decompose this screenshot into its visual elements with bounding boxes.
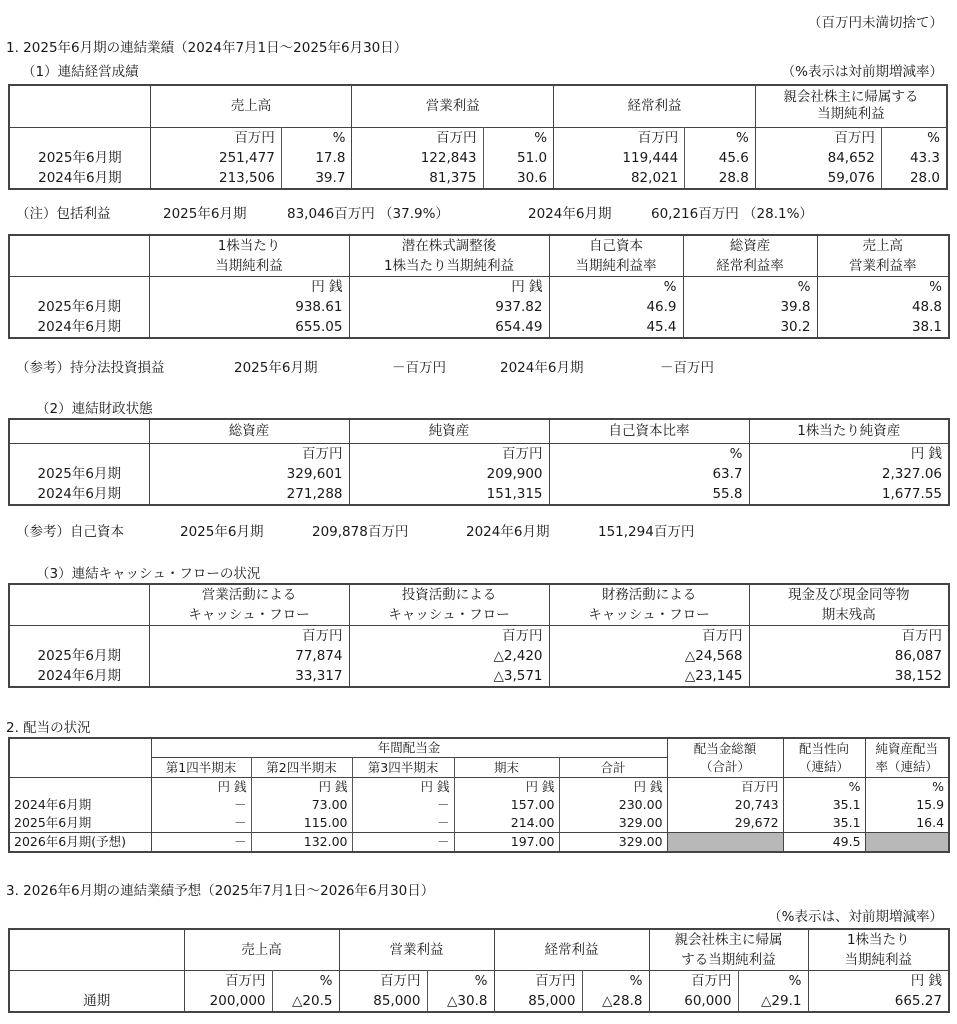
note-value-1: 83,046百万円 （37.9%）: [287, 206, 449, 222]
table-row: 200,000 △20.5 85,000 △30.8 85,000 △28.8 60,000 △29.1 665.27: [9, 991, 949, 1012]
note-period-1: 2025年6月期: [180, 524, 264, 540]
header-investing-cf: 投資活動による キャッシュ・フロー: [349, 584, 549, 626]
dividends-table: [8, 737, 950, 853]
unit: 百万円: [755, 127, 881, 148]
unit: %: [549, 277, 683, 298]
unit: %: [865, 778, 949, 797]
header-operating-income: 営業利益: [339, 929, 494, 971]
section1-title: 1. 2025年6月期の連結業績（2024年7月1日～2025年6月30日）: [6, 40, 408, 56]
header-roe: 自己資本 当期純利益率: [549, 235, 683, 277]
row-label: 2025年6月期: [38, 149, 122, 166]
header-net-income: 親会社株主に帰属する 当期純利益: [755, 85, 947, 127]
note-value-1: －百万円: [392, 360, 446, 376]
unit: 百万円: [349, 626, 549, 647]
note-value-2: 60,216百万円 （28.1%）: [651, 206, 813, 222]
header-equity-ratio: 自己資本比率: [549, 419, 749, 443]
unit: %: [427, 971, 494, 992]
note-period-1: 2025年6月期: [234, 360, 318, 376]
row-label: 2025年6月期: [37, 648, 121, 664]
pct-note: （%表示は、対前期増減率）: [768, 909, 943, 925]
section1-sub1-title: （1）連結経営成績: [22, 64, 139, 80]
header-eps: 1株当たり 当期純利益: [149, 235, 349, 277]
header-cash-end: 現金及び現金同等物 期末残高: [749, 584, 949, 626]
table-row: 2024年6月期 655.05 654.49 45.4 30.2 38.1: [9, 317, 949, 338]
header-bps: 1株当たり純資産: [749, 419, 949, 443]
note-value-1: 209,878百万円: [312, 524, 409, 540]
row-label: 2024年6月期: [37, 319, 121, 335]
note-period-1: 2025年6月期: [163, 206, 247, 222]
row-label: 2026年6月期(予想): [14, 834, 127, 849]
header-payout-ratio: 配当性向 （連結）: [783, 738, 865, 778]
unit: 円 銭: [349, 277, 549, 298]
header-ordinary-income: 経常利益: [554, 85, 756, 127]
unit: %: [881, 127, 947, 148]
unit: 円 銭: [454, 778, 559, 797]
unit: 百万円: [184, 971, 272, 992]
unit: 百万円: [649, 971, 738, 992]
header-sales: 売上高: [184, 929, 339, 971]
unit: 百万円: [352, 127, 483, 148]
unit: 百万円: [149, 626, 349, 647]
unit: 円 銭: [808, 971, 949, 992]
shaded-cell: [667, 833, 783, 853]
row-label: 2024年6月期: [37, 668, 121, 684]
header-q2: 第2四半期末: [251, 758, 352, 778]
note-period-2: 2024年6月期: [466, 524, 550, 540]
unit: 円 銭: [151, 778, 251, 797]
table-row: 2024年6月期 271,288 151,315 55.8 1,677.55: [9, 484, 949, 505]
header-eps: 1株当たり 当期純利益: [808, 929, 949, 971]
table-row: 2025年6月期 77,874 △2,420 △24,568 86,087: [9, 646, 949, 666]
unit-note: （百万円未満切捨て）: [808, 15, 943, 31]
unit: 百万円: [349, 443, 549, 464]
unit: %: [281, 127, 352, 148]
unit: 百万円: [667, 778, 783, 797]
unit: 百万円: [494, 971, 582, 992]
row-label: 通期: [83, 993, 111, 1009]
header-doe: 純資産配当 率（連結）: [865, 738, 949, 778]
table-row: 2025年6月期 938.61 937.82 46.9 39.8 48.8: [9, 297, 949, 317]
unit: %: [783, 778, 865, 797]
unit: 円 銭: [559, 778, 667, 797]
operating-results-table: [8, 84, 948, 190]
unit: %: [683, 277, 817, 298]
header-total: 合計: [559, 758, 667, 778]
header-annual-dividend: 年間配当金: [151, 738, 667, 758]
header-financing-cf: 財務活動による キャッシュ・フロー: [549, 584, 749, 626]
note-value-2: 151,294百万円: [598, 524, 695, 540]
header-q3: 第3四半期末: [352, 758, 454, 778]
note-value-2: －百万円: [660, 360, 714, 376]
row-label: 2025年6月期: [14, 815, 92, 830]
cash-flow-table: [8, 583, 950, 688]
header-year-end: 期末: [454, 758, 559, 778]
shaded-cell: [865, 833, 949, 853]
corner-cell: [9, 85, 150, 127]
per-share-ratio-table: [8, 234, 950, 339]
header-net-income: 親会社株主に帰属 する当期純利益: [649, 929, 808, 971]
table-row: 2025年6月期 329,601 209,900 63.7 2,327.06: [9, 464, 949, 484]
note-period-2: 2024年6月期: [528, 206, 612, 222]
section1-sub2-title: （2）連結財政状態: [36, 401, 153, 417]
table-row: 2024年6月期 213,506 39.7 81,375 30.6 82,021 28.8 59,076 28.0: [9, 168, 947, 189]
header-roa: 総資産 経常利益率: [683, 235, 817, 277]
header-ordinary-income: 経常利益: [494, 929, 649, 971]
row-label: 2024年6月期: [37, 485, 121, 502]
table-row: 2025年6月期 － 115.00 － 214.00 329.00 29,672 35.1 16.4: [9, 814, 949, 833]
unit: %: [738, 971, 808, 992]
equity-method-label: （参考）持分法投資損益: [16, 360, 165, 376]
unit: 百万円: [749, 626, 949, 647]
header-operating-income: 営業利益: [352, 85, 554, 127]
unit: 百万円: [149, 443, 349, 464]
financial-position-table: [8, 418, 950, 506]
unit: %: [549, 443, 749, 464]
equity-label: （参考）自己資本: [16, 524, 124, 540]
unit: 百万円: [549, 626, 749, 647]
unit: %: [817, 277, 949, 298]
note-period-2: 2024年6月期: [500, 360, 584, 376]
unit: %: [685, 127, 756, 148]
table-row: 2024年6月期 － 73.00 － 157.00 230.00 20,743 35.1 15.9: [9, 796, 949, 814]
header-q1: 第1四半期末: [151, 758, 251, 778]
row-label: 2024年6月期: [14, 797, 92, 812]
forecast-row: 2026年6月期(予想) － 132.00 － 197.00 329.00 49.5: [9, 833, 949, 853]
section1-sub3-title: （3）連結キャッシュ・フローの状況: [36, 566, 261, 582]
unit: 円 銭: [251, 778, 352, 797]
header-total-dividend: 配当金総額 （合計）: [667, 738, 783, 778]
section2-title: 2. 配当の状況: [6, 720, 91, 736]
header-operating-margin: 売上高 営業利益率: [817, 235, 949, 277]
unit: 百万円: [554, 127, 685, 148]
table-row: 2024年6月期 33,317 △3,571 △23,145 38,152: [9, 666, 949, 687]
section3-title: 3. 2026年6月期の連結業績予想（2025年7月1日～2026年6月30日）: [6, 883, 435, 899]
forecast-table: [8, 928, 950, 1013]
header-net-assets: 純資産: [349, 419, 549, 443]
header-operating-cf: 営業活動による キャッシュ・フロー: [149, 584, 349, 626]
header-sales: 売上高: [150, 85, 352, 127]
unit: 円 銭: [352, 778, 454, 797]
row-label: 2025年6月期: [37, 465, 121, 482]
unit: 円 銭: [149, 277, 349, 298]
table-row: 2025年6月期 251,477 17.8 122,843 51.0 119,444 45.6 84,652 43.3: [9, 148, 947, 168]
unit: 円 銭: [749, 443, 949, 464]
unit: 百万円: [339, 971, 427, 992]
header-diluted-eps: 潜在株式調整後 1株当たり当期純利益: [349, 235, 549, 277]
header-total-assets: 総資産: [149, 419, 349, 443]
comprehensive-income-label: （注）包括利益: [16, 206, 111, 222]
row-label: 2024年6月期: [38, 169, 122, 186]
row-label: 2025年6月期: [37, 299, 121, 315]
unit: %: [582, 971, 649, 992]
pct-note: （%表示は対前期増減率）: [781, 64, 943, 80]
unit: %: [272, 971, 339, 992]
unit: %: [483, 127, 554, 148]
unit: 百万円: [150, 127, 281, 148]
